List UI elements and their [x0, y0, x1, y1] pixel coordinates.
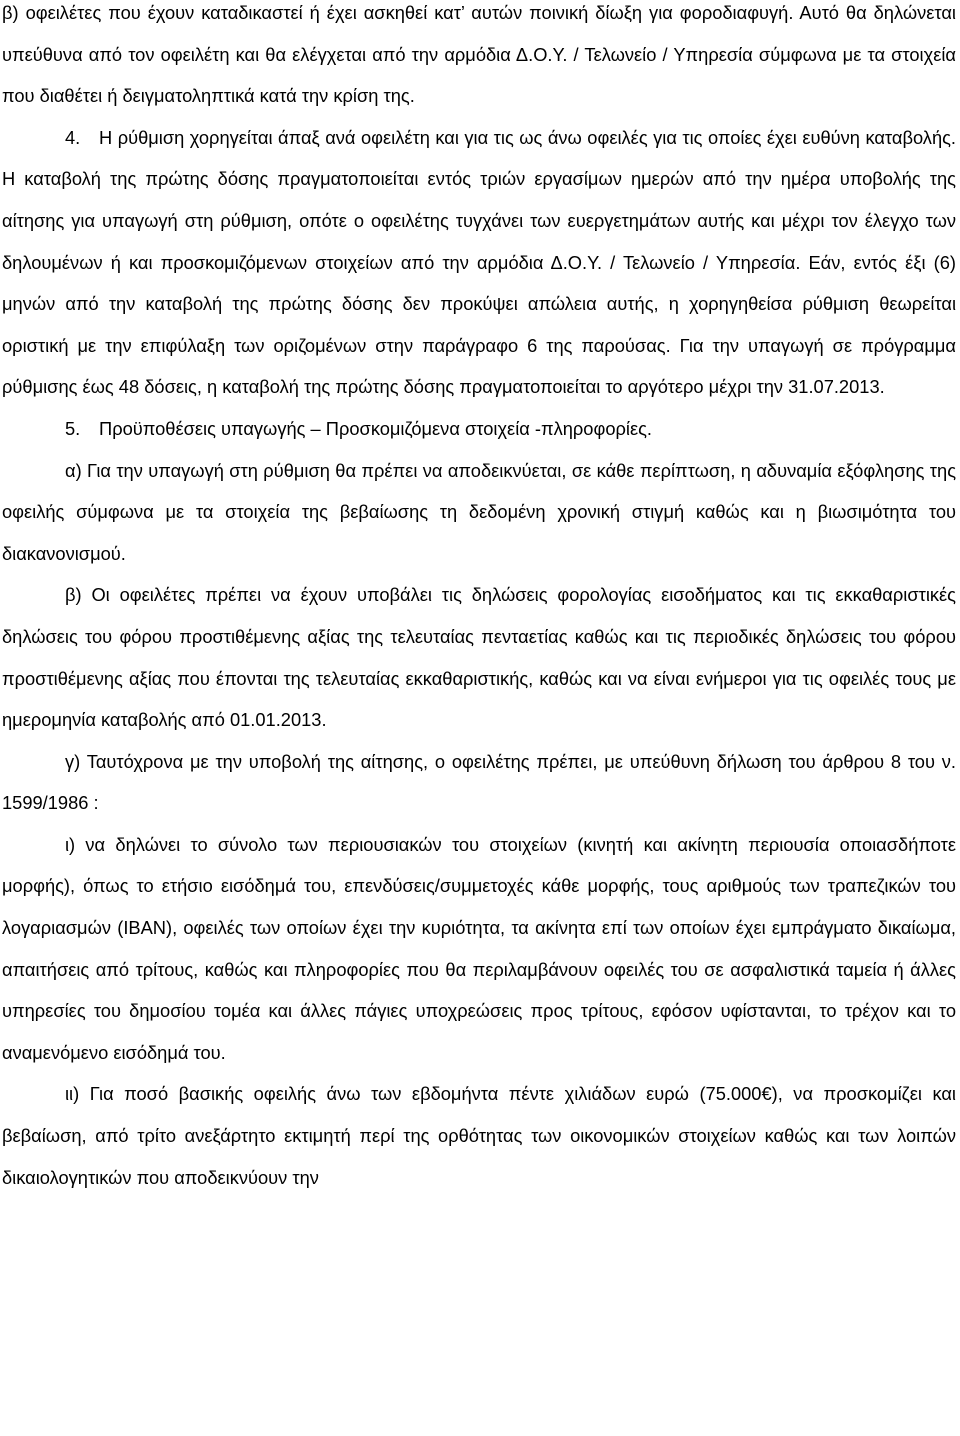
- paragraph-text: Προϋποθέσεις υπαγωγής – Προσκομιζόμενα στοιχεία -πληροφορίες.: [99, 417, 652, 439]
- paragraph-2: [2, 117, 956, 408]
- paragraph-1: [2, 0, 956, 117]
- paragraph-text: γ) Ταυτόχρονα με την υποβολή της αίτησης, ο οφειλέτης πρέπει, με υπεύθυνη δήλωση του άρθρου 8 του ν. 1599/1986 :: [2, 750, 956, 814]
- paragraph-3: [2, 408, 956, 450]
- paragraph-5: [2, 574, 956, 740]
- paragraph-text: β) Οι οφειλέτες πρέπει να έχουν υποβάλει τις δηλώσεις φορολογίας εισοδήματος και τις εκκαθαριστικές δηλώσεις του φόρου προστιθέμενης αξίας της τελευταίας πενταετίας καθώς και τις περιοδικές δηλώσεις του φόρου προστιθέμενης αξίας που έπονται της τελευταίας εκκαθαριστικής, καθώς και να είναι ενήμεροι για τις οφειλές τους με ημερομηνία καταβολής από 01.01.2013.: [2, 584, 956, 731]
- paragraph-4: [2, 450, 956, 575]
- paragraph-text: Η ρύθμιση χορηγείται άπαξ ανά οφειλέτη και για τις ως άνω οφειλές για τις οποίες έχει ευθύνη καταβολής. Η καταβολή της πρώτης δόσης πραγματοποιείται εντός τριών εργασίμων ημερών από την ημέρα υποβολής της αίτησης για υπαγωγή στη ρύθμιση, οπότε ο οφειλέτης τυγχάνει των ευεργετημάτων αυτής και μέχρι τον έλεγχο των δηλουμένων ή και προσκομιζόμενων στοιχείων από την αρμόδια Δ.Ο.Υ. / Τελωνείο / Υπηρεσία. Εάν, εντός έξι (6) μηνών από την καταβολή της πρώτης δόσης δεν προκύψει απώλεια αυτής, η χορηγηθείσα ρύθμιση θεωρείται οριστική με την επιφύλαξη των οριζομένων στην παράγραφο 6 της παρούσας. Για την υπαγωγή σε πρόγραμμα ρύθμισης έως 48 δόσεις, η καταβολή της πρώτης δόσης πραγματοποιείται το αργότερο μέχρι την 31.07.2013.: [2, 126, 956, 398]
- paragraph-number: 5.: [65, 417, 81, 439]
- paragraph-text: ι) να δηλώνει το σύνολο των περιουσιακών του στοιχείων (κινητή και ακίνητη περιουσία οποιασδήποτε μορφής), όπως το ετήσιο εισόδημά του, επενδύσεις/συμμετοχές κάθε μορφής, τους αριθμούς των τραπεζικών του λογαριασμών (IBAN), οφειλές των οποίων έχει την κυριότητα, τα ακίνητα επί των οποίων έχει εμπράγματο δικαίωμα, απαιτήσεις από τρίτους, καθώς και πληροφορίες που θα περιλαμβάνουν οφειλές του σε ασφαλιστικά ταμεία ή άλλες υπηρεσίες του δημοσίου τομέα και άλλες πάγιες υποχρεώσεις προς τρίτους, εφόσον υφίστανται, το τρέχον και το αναμενόμενο εισόδημά του.: [2, 833, 956, 1063]
- paragraph-7: [2, 824, 956, 1074]
- paragraph-8: [2, 1073, 956, 1198]
- paragraph-6: [2, 741, 956, 824]
- paragraph-text: ιι) Για ποσό βασικής οφειλής άνω των εβδομήντα πέντε χιλιάδων ευρώ (75.000€), να προσκομίζει και βεβαίωση, από τρίτο ανεξάρτητο εκτιμητή περί της ορθότητας των οικονομικών στοιχείων καθώς και των λοιπών δικαιολογητικών που αποδεικνύουν την: [2, 1083, 956, 1188]
- paragraph-text: α) Για την υπαγωγή στη ρύθμιση θα πρέπει να αποδεικνύεται, σε κάθε περίπτωση, η αδυναμία εξόφλησης της οφειλής σύμφωνα με τα στοιχεία της βεβαίωσης τη δεδομένη χρονική στιγμή καθώς και η βιωσιμότητα του διακανονισμού.: [2, 459, 956, 564]
- paragraph-text: β) οφειλέτες που έχουν καταδικαστεί ή έχει ασκηθεί κατ’ αυτών ποινική δίωξη για φοροδιαφυγή. Αυτό θα δηλώνεται υπεύθυνα από τον οφειλέτη και θα ελέγχεται από την αρμόδια Δ.Ο.Υ. / Τελωνείο / Υπηρεσία σύμφωνα με τα στοιχεία που διαθέτει ή δειγματοληπτικά κατά την κρίση της.: [2, 2, 956, 107]
- paragraph-number: 4.: [65, 126, 81, 148]
